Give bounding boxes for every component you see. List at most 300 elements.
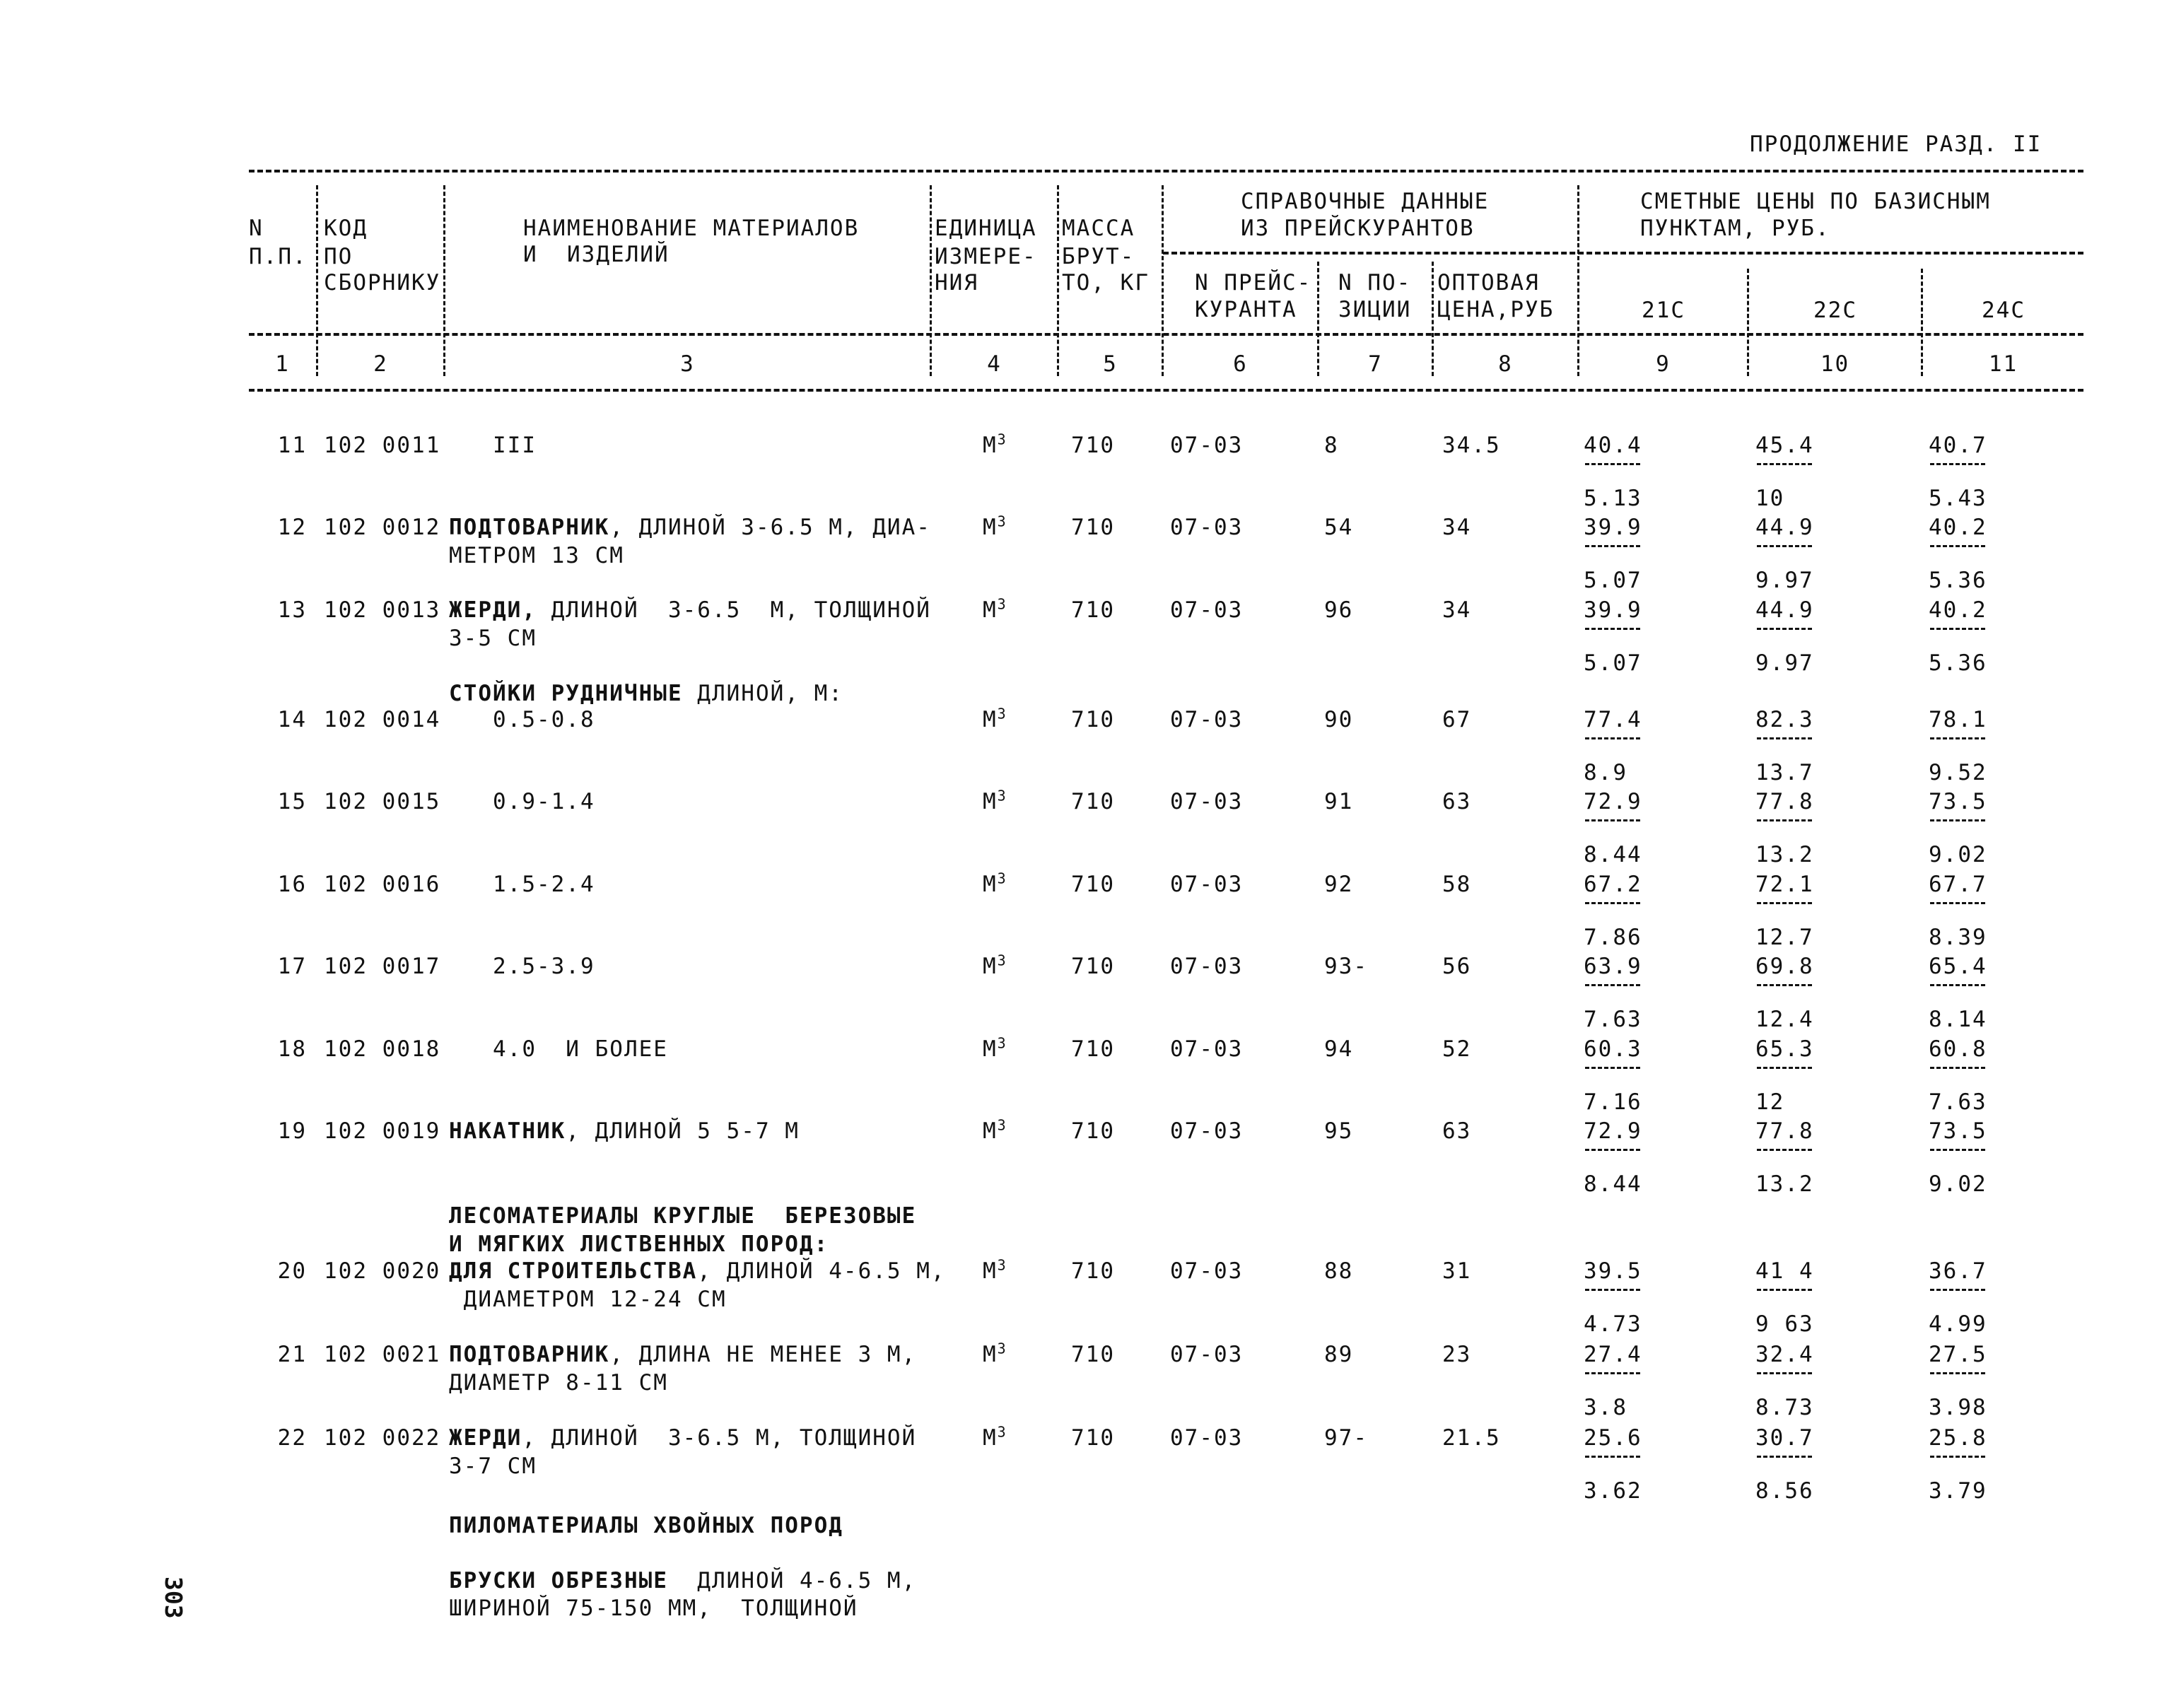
- row-name: [449, 1425, 916, 1451]
- unit-text: М: [983, 597, 998, 623]
- price-p21-numerator: 77.4: [1584, 707, 1642, 732]
- row-name-text: 1.5-2.4: [449, 872, 595, 897]
- row-wholesale-price: 52: [1442, 1036, 1472, 1062]
- fraction-divider: [1757, 902, 1812, 904]
- reference-group-header-line2: ИЗ ПРЕЙСКУРАНТОВ: [1241, 216, 1475, 241]
- col8-header-line2: ЦЕНА,РУБ: [1437, 297, 1555, 322]
- price-p22-denominator: 8.56: [1755, 1478, 1814, 1504]
- fraction-divider: [1930, 902, 1985, 904]
- row-name-text: , ДЛИНОЙ 3-6.5 М, ДИА-: [609, 515, 931, 540]
- price-p22-numerator: 44.9: [1755, 597, 1814, 623]
- price-p21-numerator: 39.9: [1584, 515, 1642, 540]
- row-pricelist-number: 07-03: [1170, 1036, 1244, 1062]
- section-bruski-bold: БРУСКИ ОБРЕЗНЫЕ: [449, 1568, 668, 1593]
- row-name: [449, 954, 595, 979]
- row-name-continued: МЕТРОМ 13 СМ: [449, 543, 624, 568]
- price-p24-denominator: 9.02: [1929, 842, 1987, 867]
- section-bruski-text: ДЛИНОЙ 4-6.5 М,: [667, 1568, 917, 1593]
- row-position: 94: [1324, 1036, 1354, 1062]
- unit-superscript: 3: [997, 952, 1007, 969]
- fraction-divider: [1757, 628, 1812, 630]
- price-p22-denominator: 12.4: [1755, 1007, 1814, 1032]
- section-bruski-line1: [449, 1568, 916, 1593]
- price-p22-numerator: 30.7: [1755, 1425, 1814, 1451]
- row-code: 102 0022: [324, 1425, 441, 1451]
- row-name: [449, 1342, 916, 1367]
- price-p21-denominator: 3.8: [1584, 1395, 1627, 1420]
- fraction-divider: [1585, 1149, 1640, 1151]
- price-p24-numerator: 25.8: [1929, 1425, 1987, 1451]
- fraction-divider: [1585, 1456, 1640, 1458]
- fraction-divider: [1585, 819, 1640, 821]
- col2-header-line3: СБОРНИКУ: [324, 270, 441, 296]
- numbers-bottom-rule: [249, 389, 2083, 392]
- row-name: [449, 789, 595, 814]
- price-p21-denominator: 7.16: [1584, 1089, 1642, 1115]
- row-wholesale-price: 67: [1442, 707, 1472, 732]
- row-code: 102 0013: [324, 597, 441, 623]
- row-pricelist-number: 07-03: [1170, 789, 1244, 814]
- fraction-divider: [1930, 737, 1985, 739]
- row-code: 102 0014: [324, 707, 441, 732]
- col-divider-8: [1577, 185, 1579, 376]
- col11-header: 24С: [1982, 298, 2026, 323]
- row-code: 102 0012: [324, 515, 441, 540]
- col-divider-4: [1057, 185, 1059, 376]
- price-p24-denominator: 3.79: [1929, 1478, 1987, 1504]
- row-unit: [983, 433, 1007, 458]
- row-name-continued: 3-5 СМ: [449, 626, 537, 651]
- section-bruski-line2: ШИРИНОЙ 75-150 ММ, ТОЛЩИНОЙ: [449, 1596, 858, 1621]
- row-position: 96: [1324, 597, 1354, 623]
- unit-text: М: [983, 789, 998, 814]
- row-name-bold: ЖЕРДИ,: [449, 597, 537, 623]
- row-position: 97-: [1324, 1425, 1368, 1451]
- row-pricelist-number: 07-03: [1170, 1425, 1244, 1451]
- row-name-text: 0.5-0.8: [449, 707, 595, 732]
- row-position: 90: [1324, 707, 1354, 732]
- fraction-divider: [1757, 463, 1812, 465]
- fraction-divider: [1930, 819, 1985, 821]
- price-p24-denominator: 5.36: [1929, 568, 1987, 593]
- fraction-divider: [1585, 1372, 1640, 1374]
- price-p21-numerator: 67.2: [1584, 872, 1642, 897]
- row-position: 54: [1324, 515, 1354, 540]
- fraction-divider: [1585, 984, 1640, 986]
- fraction-divider: [1757, 737, 1812, 739]
- price-group-header-line2: ПУНКТАМ, РУБ.: [1640, 216, 1830, 241]
- fraction-divider: [1585, 1067, 1640, 1069]
- col-number-1: 1: [275, 351, 290, 377]
- row-name: [449, 1258, 946, 1284]
- row-code: 102 0016: [324, 872, 441, 897]
- row-name-text: , ДЛИНОЙ 4-6.5 М,: [697, 1258, 946, 1284]
- price-p24-numerator: 78.1: [1929, 707, 1987, 732]
- row-name-text: 0.9-1.4: [449, 789, 595, 814]
- row-name-continued: 3-7 СМ: [449, 1453, 537, 1479]
- row-mass: 710: [1071, 433, 1115, 458]
- unit-text: М: [983, 515, 998, 540]
- row-unit: [983, 872, 1007, 897]
- col4-header-line3: НИЯ: [935, 270, 978, 296]
- row-wholesale-price: 34.5: [1442, 433, 1501, 458]
- row-name-text: 4.0 И БОЛЕЕ: [449, 1036, 668, 1062]
- col1-header-line2: П.П.: [249, 244, 308, 269]
- price-p21-denominator: 4.73: [1584, 1311, 1642, 1337]
- price-p21-denominator: 3.62: [1584, 1478, 1642, 1504]
- row-name-text: , ДЛИНА НЕ МЕНЕЕ 3 М,: [609, 1342, 917, 1367]
- col-divider-1: [316, 185, 318, 376]
- row-number: 19: [277, 1118, 307, 1144]
- col-divider-5: [1162, 185, 1164, 376]
- row-mass: 710: [1071, 1342, 1115, 1367]
- row-unit: [983, 1118, 1007, 1144]
- col-number-5: 5: [1103, 351, 1118, 377]
- price-p24-numerator: 73.5: [1929, 1118, 1987, 1144]
- row-unit: [983, 707, 1007, 732]
- row-code: 102 0017: [324, 954, 441, 979]
- price-p22-numerator: 82.3: [1755, 707, 1814, 732]
- row-wholesale-price: 34: [1442, 515, 1472, 540]
- price-p22-denominator: 10: [1755, 486, 1785, 511]
- unit-text: М: [983, 872, 998, 897]
- col4-header-line2: ИЗМЕРЕ-: [935, 244, 1037, 269]
- row-mass: 710: [1071, 789, 1115, 814]
- row-name-text: , ДЛИНОЙ 5 5-7 М: [566, 1118, 800, 1144]
- row-pricelist-number: 07-03: [1170, 872, 1244, 897]
- row-number: 16: [277, 872, 307, 897]
- row-position: 93-: [1324, 954, 1368, 979]
- fraction-divider: [1757, 1456, 1812, 1458]
- row-code: 102 0018: [324, 1036, 441, 1062]
- price-p21-numerator: 39.5: [1584, 1258, 1642, 1284]
- unit-text: М: [983, 1342, 998, 1367]
- col5-header-line3: ТО, КГ: [1062, 270, 1150, 296]
- row-name: [449, 597, 931, 623]
- price-p21-denominator: 8.44: [1584, 842, 1642, 867]
- row-mass: 710: [1071, 872, 1115, 897]
- header-bottom-rule: [249, 333, 2083, 336]
- unit-superscript: 3: [997, 1340, 1007, 1357]
- row-pricelist-number: 07-03: [1170, 1342, 1244, 1367]
- row-mass: 710: [1071, 1425, 1115, 1451]
- col-number-3: 3: [680, 351, 695, 377]
- row-unit: [983, 1258, 1007, 1284]
- price-p22-denominator: 9 63: [1755, 1311, 1814, 1337]
- fraction-divider: [1930, 545, 1985, 547]
- price-p24-denominator: 5.36: [1929, 650, 1987, 676]
- fraction-divider: [1930, 628, 1985, 630]
- price-p22-numerator: 65.3: [1755, 1036, 1814, 1062]
- unit-superscript: 3: [997, 1116, 1007, 1134]
- col2-header-line2: ПО: [324, 244, 353, 269]
- price-p22-denominator: 13.2: [1755, 1171, 1814, 1197]
- row-wholesale-price: 34: [1442, 597, 1472, 623]
- price-p21-denominator: 7.86: [1584, 925, 1642, 950]
- price-p22-numerator: 44.9: [1755, 515, 1814, 540]
- fraction-divider: [1585, 1289, 1640, 1291]
- row-position: 91: [1324, 789, 1354, 814]
- row-position: 95: [1324, 1118, 1354, 1144]
- row-pricelist-number: 07-03: [1170, 515, 1244, 540]
- price-p24-numerator: 60.8: [1929, 1036, 1987, 1062]
- col3-header-line1: НАИМЕНОВАНИЕ МАТЕРИАЛОВ: [523, 216, 860, 241]
- price-p24-denominator: 9.52: [1929, 760, 1987, 785]
- col6-header-line2: КУРАНТА: [1195, 297, 1297, 322]
- fraction-divider: [1757, 984, 1812, 986]
- subheader-rule: [1163, 252, 2083, 255]
- price-group-header-line1: СМЕТНЫЕ ЦЕНЫ ПО БАЗИСНЫМ: [1640, 189, 1991, 214]
- unit-superscript: 3: [997, 1256, 1007, 1274]
- price-p24-denominator: 8.39: [1929, 925, 1987, 950]
- row-unit: [983, 1342, 1007, 1367]
- section-pilomaterialy: ПИЛОМАТЕРИАЛЫ ХВОЙНЫХ ПОРОД: [449, 1513, 843, 1538]
- price-p21-numerator: 60.3: [1584, 1036, 1642, 1062]
- fraction-divider: [1757, 545, 1812, 547]
- price-p22-denominator: 9.97: [1755, 568, 1814, 593]
- row-position: 8: [1324, 433, 1339, 458]
- price-p21-denominator: 7.63: [1584, 1007, 1642, 1032]
- price-p21-denominator: 5.13: [1584, 486, 1642, 511]
- row-mass: 710: [1071, 597, 1115, 623]
- price-p21-numerator: 39.9: [1584, 597, 1642, 623]
- unit-superscript: 3: [997, 787, 1007, 805]
- price-p24-denominator: 9.02: [1929, 1171, 1987, 1197]
- row-number: 22: [277, 1425, 307, 1451]
- row-mass: 710: [1071, 1118, 1115, 1144]
- unit-text: М: [983, 707, 998, 732]
- price-p22-numerator: 45.4: [1755, 433, 1814, 458]
- row-name: [449, 1036, 668, 1062]
- unit-text: М: [983, 954, 998, 979]
- row-mass: 710: [1071, 954, 1115, 979]
- col5-header-line1: МАССА: [1062, 216, 1135, 241]
- col-number-11: 11: [1988, 351, 2018, 377]
- row-pricelist-number: 07-03: [1170, 597, 1244, 623]
- row-unit: [983, 1425, 1007, 1451]
- row-wholesale-price: 23: [1442, 1342, 1472, 1367]
- price-p22-numerator: 69.8: [1755, 954, 1814, 979]
- unit-superscript: 3: [997, 431, 1007, 448]
- row-wholesale-price: 63: [1442, 1118, 1472, 1144]
- row-number: 11: [277, 433, 307, 458]
- price-p21-denominator: 8.9: [1584, 760, 1627, 785]
- row-wholesale-price: 31: [1442, 1258, 1472, 1284]
- col6-header-line1: N ПРЕЙС-: [1195, 270, 1312, 296]
- row-wholesale-price: 58: [1442, 872, 1472, 897]
- price-p24-denominator: 4.99: [1929, 1311, 1987, 1337]
- row-name: [449, 872, 595, 897]
- fraction-divider: [1930, 1372, 1985, 1374]
- row-position: 88: [1324, 1258, 1354, 1284]
- col9-header: 21С: [1642, 298, 1685, 323]
- row-name-continued: ДИАМЕТРОМ 12-24 СМ: [449, 1287, 727, 1312]
- col10-header: 22С: [1813, 298, 1857, 323]
- unit-text: М: [983, 433, 998, 458]
- price-p24-numerator: 27.5: [1929, 1342, 1987, 1367]
- section-stoyki-text: ДЛИНОЙ, М:: [682, 681, 843, 706]
- col-number-8: 8: [1498, 351, 1513, 377]
- row-name-bold: ЖЕРДИ: [449, 1425, 522, 1451]
- col1-header-line1: N: [249, 216, 264, 241]
- col-divider-2: [443, 185, 445, 376]
- price-p21-denominator: 5.07: [1584, 650, 1642, 676]
- col-number-9: 9: [1656, 351, 1671, 377]
- price-p22-denominator: 13.7: [1755, 760, 1814, 785]
- row-code: 102 0011: [324, 433, 441, 458]
- row-code: 102 0015: [324, 789, 441, 814]
- row-name-continued: ДИАМЕТР 8-11 СМ: [449, 1370, 668, 1396]
- row-position: 89: [1324, 1342, 1354, 1367]
- col4-header-line1: ЕДИНИЦА: [935, 216, 1037, 241]
- row-name: [449, 433, 537, 458]
- col7-header-line2: ЗИЦИИ: [1338, 297, 1412, 322]
- row-position: 92: [1324, 872, 1354, 897]
- row-mass: 710: [1071, 707, 1115, 732]
- price-p21-numerator: 63.9: [1584, 954, 1642, 979]
- row-unit: [983, 789, 1007, 814]
- col3-header-line2: И ИЗДЕЛИЙ: [523, 242, 670, 267]
- col-number-7: 7: [1368, 351, 1383, 377]
- price-p22-denominator: 12.7: [1755, 925, 1814, 950]
- price-p22-numerator: 77.8: [1755, 789, 1814, 814]
- row-wholesale-price: 63: [1442, 789, 1472, 814]
- price-p24-numerator: 73.5: [1929, 789, 1987, 814]
- price-p24-numerator: 67.7: [1929, 872, 1987, 897]
- unit-superscript: 3: [997, 1423, 1007, 1441]
- fraction-divider: [1757, 1067, 1812, 1069]
- table-top-rule: [249, 170, 2083, 172]
- price-p22-denominator: 9.97: [1755, 650, 1814, 676]
- row-code: 102 0019: [324, 1118, 441, 1144]
- price-p21-numerator: 40.4: [1584, 433, 1642, 458]
- row-name-bold: ДЛЯ СТРОИТЕЛЬСТВА: [449, 1258, 698, 1284]
- price-p22-numerator: 41 4: [1755, 1258, 1814, 1284]
- price-p24-numerator: 65.4: [1929, 954, 1987, 979]
- unit-text: М: [983, 1425, 998, 1451]
- price-p21-denominator: 8.44: [1584, 1171, 1642, 1197]
- reference-group-header-line1: СПРАВОЧНЫЕ ДАННЫЕ: [1241, 189, 1490, 214]
- row-wholesale-price: 21.5: [1442, 1425, 1501, 1451]
- section-stoyki-bold: СТОЙКИ РУДНИЧНЫЕ: [449, 681, 683, 706]
- price-p21-numerator: 72.9: [1584, 1118, 1642, 1144]
- fraction-divider: [1585, 628, 1640, 630]
- row-number: 17: [277, 954, 307, 979]
- col-divider-3: [930, 185, 932, 376]
- row-name: [449, 515, 931, 540]
- price-p24-numerator: 36.7: [1929, 1258, 1987, 1284]
- row-name-text: , ДЛИНОЙ 3-6.5 М, ТОЛЩИНОЙ: [522, 1425, 917, 1451]
- fraction-divider: [1930, 984, 1985, 986]
- row-number: 15: [277, 789, 307, 814]
- row-unit: [983, 515, 1007, 540]
- row-wholesale-price: 56: [1442, 954, 1472, 979]
- row-code: 102 0020: [324, 1258, 441, 1284]
- price-p22-numerator: 32.4: [1755, 1342, 1814, 1367]
- row-pricelist-number: 07-03: [1170, 1118, 1244, 1144]
- row-name-bold: ПОДТОВАРНИК: [449, 515, 610, 540]
- fraction-divider: [1585, 545, 1640, 547]
- price-p24-numerator: 40.7: [1929, 433, 1987, 458]
- row-name-bold: НАКАТНИК: [449, 1118, 566, 1144]
- unit-text: М: [983, 1036, 998, 1062]
- col5-header-line2: БРУТ-: [1062, 244, 1135, 269]
- fraction-divider: [1930, 1289, 1985, 1291]
- price-p21-numerator: 72.9: [1584, 789, 1642, 814]
- unit-superscript: 3: [997, 1034, 1007, 1052]
- fraction-divider: [1757, 819, 1812, 821]
- col7-header-line1: N ПО-: [1338, 270, 1412, 296]
- price-p21-denominator: 5.07: [1584, 568, 1642, 593]
- col8-header-line1: ОПТОВАЯ: [1437, 270, 1540, 296]
- price-p22-denominator: 8.73: [1755, 1395, 1814, 1420]
- col2-header-line1: КОД: [324, 216, 368, 241]
- fraction-divider: [1757, 1149, 1812, 1151]
- price-p22-denominator: 12: [1755, 1089, 1785, 1115]
- fraction-divider: [1930, 1149, 1985, 1151]
- row-number: 20: [277, 1258, 307, 1284]
- unit-superscript: 3: [997, 595, 1007, 613]
- row-unit: [983, 597, 1007, 623]
- fraction-divider: [1930, 1456, 1985, 1458]
- row-pricelist-number: 07-03: [1170, 433, 1244, 458]
- section-stoyki: [449, 681, 843, 706]
- row-mass: 710: [1071, 1036, 1115, 1062]
- row-name: [449, 707, 595, 732]
- row-name-text: ДЛИНОЙ 3-6.5 М, ТОЛЩИНОЙ: [536, 597, 931, 623]
- fraction-divider: [1585, 737, 1640, 739]
- section-lesomaterialy-line1: ЛЕСОМАТЕРИАЛЫ КРУГЛЫЕ БЕРЕЗОВЫЕ: [449, 1203, 917, 1229]
- unit-text: М: [983, 1258, 998, 1284]
- continuation-note: ПРОДОЛЖЕНИЕ РАЗД. II: [1750, 131, 2042, 157]
- unit-text: М: [983, 1118, 998, 1144]
- price-p22-numerator: 77.8: [1755, 1118, 1814, 1144]
- row-name-text: 2.5-3.9: [449, 954, 595, 979]
- price-p24-denominator: 7.63: [1929, 1089, 1987, 1115]
- row-number: 14: [277, 707, 307, 732]
- section-lesomaterialy-line2: И МЯГКИХ ЛИСТВЕННЫХ ПОРОД:: [449, 1232, 829, 1257]
- fraction-divider: [1585, 463, 1640, 465]
- price-p24-denominator: 3.98: [1929, 1395, 1987, 1420]
- row-name-bold: ПОДТОВАРНИК: [449, 1342, 610, 1367]
- fraction-divider: [1757, 1372, 1812, 1374]
- row-number: 13: [277, 597, 307, 623]
- price-p22-denominator: 13.2: [1755, 842, 1814, 867]
- fraction-divider: [1930, 463, 1985, 465]
- row-pricelist-number: 07-03: [1170, 1258, 1244, 1284]
- unit-superscript: 3: [997, 513, 1007, 530]
- row-mass: 710: [1071, 515, 1115, 540]
- page-number: 303: [160, 1577, 187, 1619]
- row-name-text: III: [449, 433, 537, 458]
- price-p24-denominator: 5.43: [1929, 486, 1987, 511]
- row-pricelist-number: 07-03: [1170, 707, 1244, 732]
- price-p24-numerator: 40.2: [1929, 597, 1987, 623]
- price-p24-denominator: 8.14: [1929, 1007, 1987, 1032]
- fraction-divider: [1757, 1289, 1812, 1291]
- price-p24-numerator: 40.2: [1929, 515, 1987, 540]
- row-unit: [983, 1036, 1007, 1062]
- unit-superscript: 3: [997, 870, 1007, 887]
- row-unit: [983, 954, 1007, 979]
- col-number-10: 10: [1820, 351, 1850, 377]
- row-number: 12: [277, 515, 307, 540]
- row-name: [449, 1118, 800, 1144]
- col-number-6: 6: [1233, 351, 1248, 377]
- col-number-2: 2: [373, 351, 388, 377]
- col-number-4: 4: [987, 351, 1002, 377]
- fraction-divider: [1585, 902, 1640, 904]
